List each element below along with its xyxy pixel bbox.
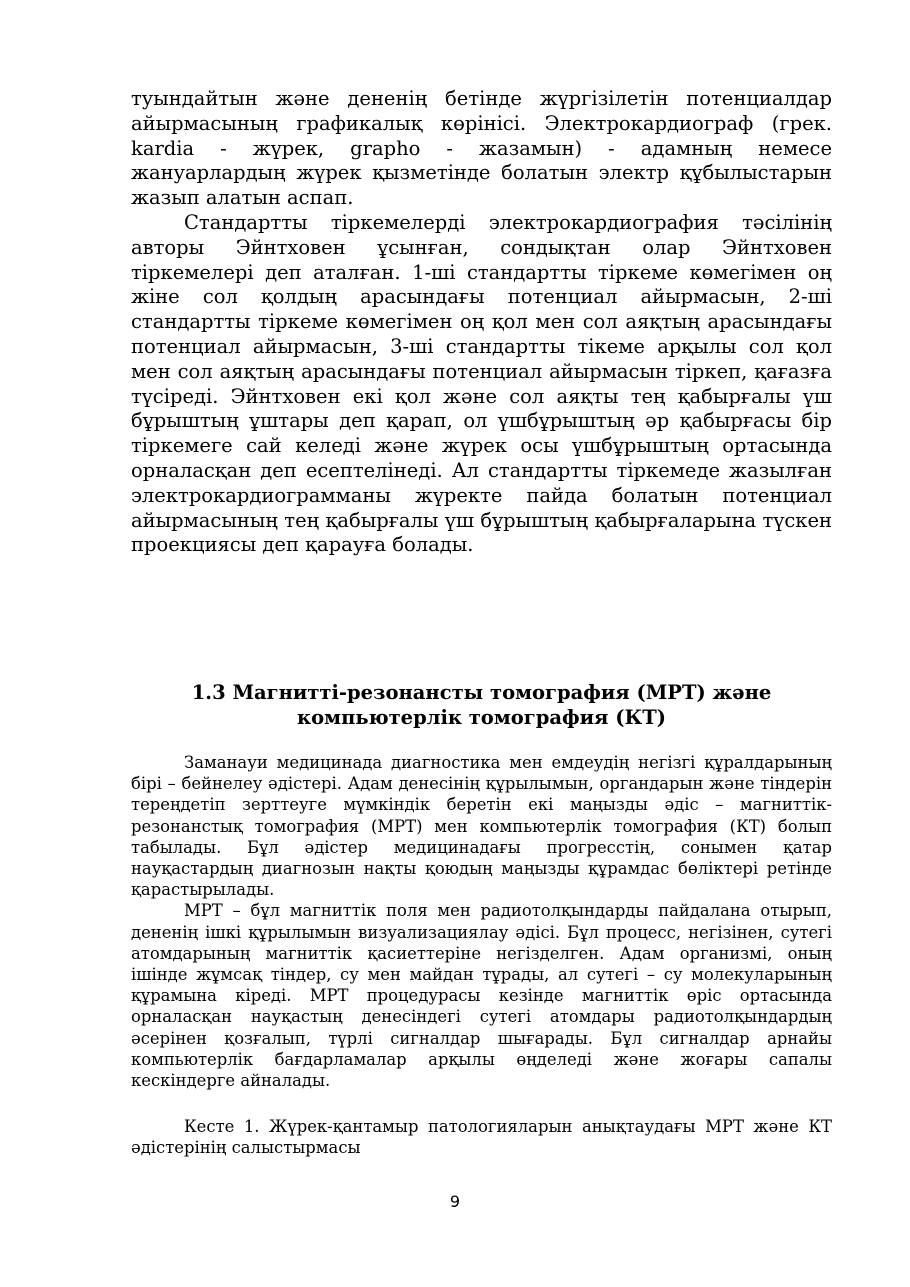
paragraph-ecg-definition: туындайтын және дененің бетінде жүргізілетін потенциалдар айырмасының графикалық көрінісі. Электрокардиограф (грек. kardia - жүрек, grapho - жазамын) - адамның немесе жануарлардың жүрек қызметінде болатын электр құбылыстарын жазып алатын аспап. xyxy=(131,87,832,210)
section-heading: 1.3 Магнитті-резонансты томография (МРТ) және компьютерлік томография (КТ) xyxy=(191,681,772,729)
body-text-block xyxy=(131,87,832,558)
paragraph-mri-description: МРТ – бұл магниттік поля мен радиотолқындарды пайдалана отырып, дененің ішкі құрылымын визуализациялау әдісі. Бұл процесс, негізінен, сутегі атомдарының магниттік қасиеттеріне негізделген. Адам организмі, оның ішінде жұмсақ тіндер, су мен майдан тұрады, ал сутегі – су молекуларының құрамына кіреді. МРТ процедурасы кезінде магниттік өріс ортасында орналасқан науқастың денесіндегі сутегі атомдары радиотолқындардың әсерінен қозғалып, түрлі сигналдар шығарады. Бұл сигналдар арнайы компьютерлік бағдарламалар арқылы өңделеді және жоғары сапалы кескіндерге айналады. xyxy=(131,901,832,1091)
paragraph-imaging-intro: Заманауи медицинада диагностика мен емдеудің негізгі құралдарының бірі – бейнелеу әдістері. Адам денесінің құрылымын, органдарын және тіндерін тереңдетіп зерттеуге мүмкіндік беретін екі маңызды әдіс – магниттік-резонанстық томография (МРТ) мен компьютерлік томография (КТ) болып табылады. Бұл әдістер медицинадағы прогресстің, сонымен қатар науқастардың диагнозын нақты қоюдың маңызды құрамдас бөліктері ретінде қарастырылады. xyxy=(131,753,832,900)
table-caption-block xyxy=(131,1116,832,1158)
page-number: 9 xyxy=(449,1192,461,1211)
table-caption: Кесте 1. Жүрек-қантамыр патологияларын анықтаудағы МРТ және КТ әдістерінің салыстырмасы xyxy=(131,1117,832,1158)
section-text-block xyxy=(131,752,832,1091)
paragraph-einthoven-leads: Стандартты тіркемелерді электрокардиография тәсілінің авторы Эйнтховен ұсынған, сондықтан олар Эйнтховен тіркемелері деп аталған. 1-ші стандартты тіркеме көмегімен оң жіне сол қолдың арасындағы потенциал айырмасын, 2-ші стандартты тіркеме көмегімен оң қол мен сол аяқтың арасындағы потенциал айырмасын, 3-ші стандартты тікеме арқылы сол қол мен сол аяқтың арасындағы потенциал айырмасын тіркеп, қағазға түсіреді. Эйнтховен екі қол және сол аяқты тең қабырғалы үш бұрыштың ұштары деп қарап, ол үшбұрыштың әр қабырғасы бір тіркемеге сай келеді және жүрек осы үшбұрыштың ортасында орналасқан деп есептелінеді. Ал стандартты тіркемеде жазылған электрокардиограмманы жүректе пайда болатын потенциал айырмасының тең қабырғалы үш бұрыштың қабырғаларына түскен проекциясы деп қарауға болады. xyxy=(131,210,832,557)
